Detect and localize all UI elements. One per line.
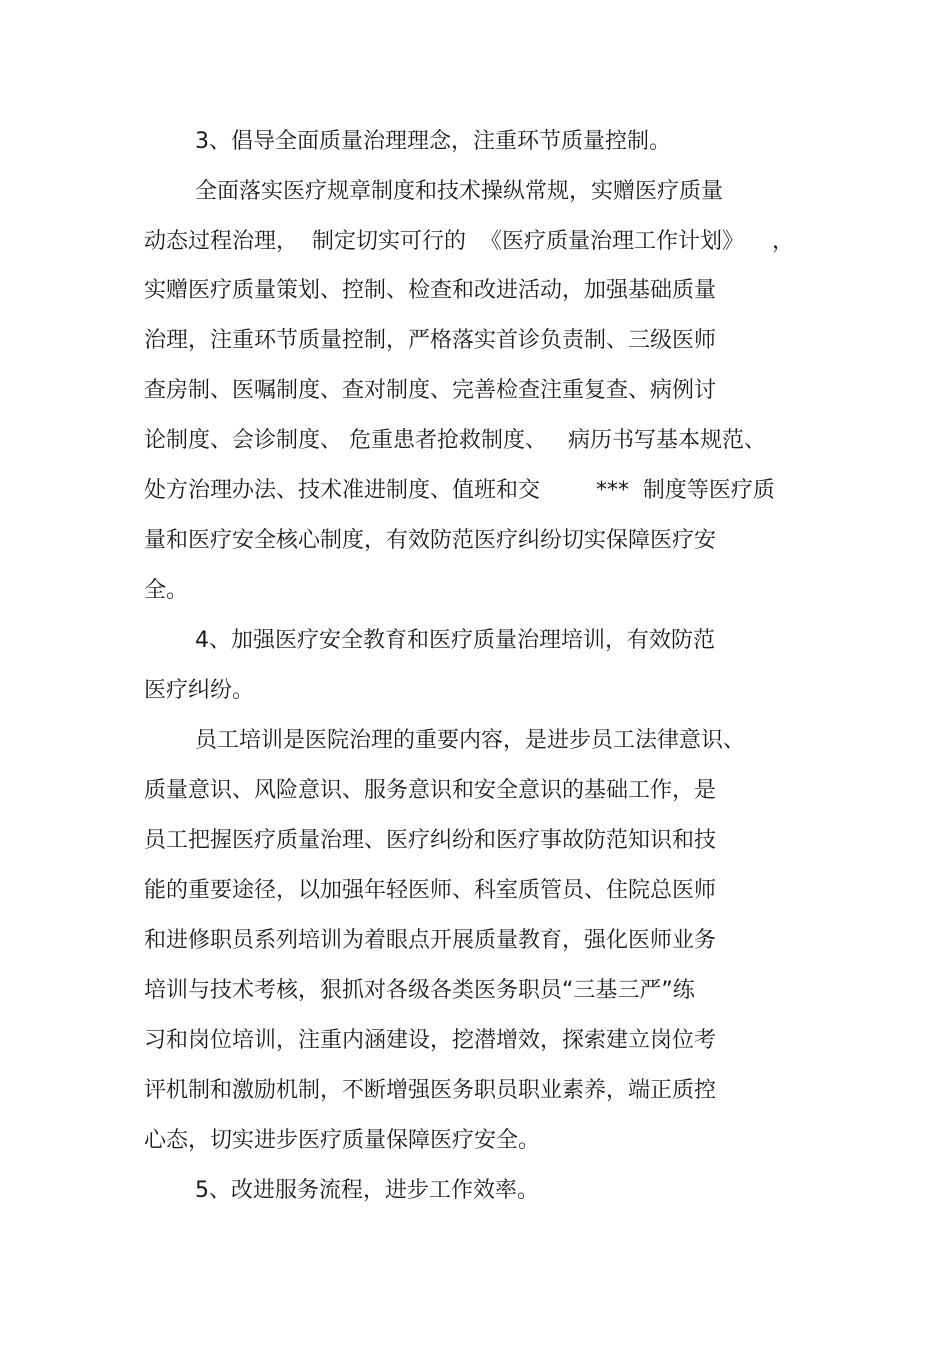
heading-4-continuation: 医疗纠纷。: [144, 678, 255, 703]
paragraph-line: 员工培训是医院治理的重要内容，是进步员工法律意识、: [195, 728, 746, 753]
paragraph-line: 实赠医疗质量策划、控制、检查和改进活动，加强基础质量: [144, 278, 717, 303]
paragraph-line: 质量意识、风险意识、服务意识和安全意识的基础工作，是: [144, 778, 717, 803]
paragraph-line: 动态过程治理， 制定切实可行的 《医疗质量治理工作计划》 ，: [144, 229, 794, 254]
paragraph-line: 心态，切实进步医疗质量保障医疗安全。: [144, 1128, 541, 1153]
paragraph-line: 查房制、医嘱制度、查对制度、完善检查注重复查、病例讨: [144, 378, 717, 403]
paragraph-line: 全。: [144, 578, 189, 603]
paragraph-line: 量和医疗安全核心制度，有效防范医疗纠纷切实保障医疗安: [144, 528, 717, 553]
paragraph-line: 习和岗位培训，注重内涵建设，挖潜增效，探索建立岗位考: [144, 1028, 717, 1053]
paragraph-line: 处方治理办法、技术准进制度、值班和交 *** 制度等医疗质: [144, 478, 775, 503]
heading-3: 3、倡导全面质量治理理念，注重环节质量控制。: [195, 129, 671, 154]
paragraph-line: 评机制和激励机制，不断增强医务职员职业素养，端正质控: [144, 1078, 717, 1103]
paragraph-line: 全面落实医疗规章制度和技术操纵常规，实赠医疗质量: [195, 179, 724, 204]
paragraph-line: 培训与技术考核，狠抓对各级各类医务职员“三基三严”练: [144, 978, 695, 1003]
heading-5: 5、改进服务流程，进步工作效率。: [195, 1178, 539, 1203]
paragraph-line: 治理，注重环节质量控制，严格落实首诊负责制、三级医师: [144, 328, 717, 353]
paragraph-line: 和进修职员系列培训为着眼点开展质量教育，强化医师业务: [144, 928, 717, 953]
paragraph-line: 能的重要途径，以加强年轻医师、科室质管员、住院总医师: [144, 878, 717, 903]
paragraph-line: 论制度、会诊制度、 危重患者抢救制度、 病历书写基本规范、: [144, 428, 766, 453]
paragraph-line: 员工把握医疗质量治理、医疗纠纷和医疗事故防范知识和技: [144, 828, 717, 853]
heading-4: 4、加强医疗安全教育和医疗质量治理培训，有效防范: [195, 628, 715, 653]
